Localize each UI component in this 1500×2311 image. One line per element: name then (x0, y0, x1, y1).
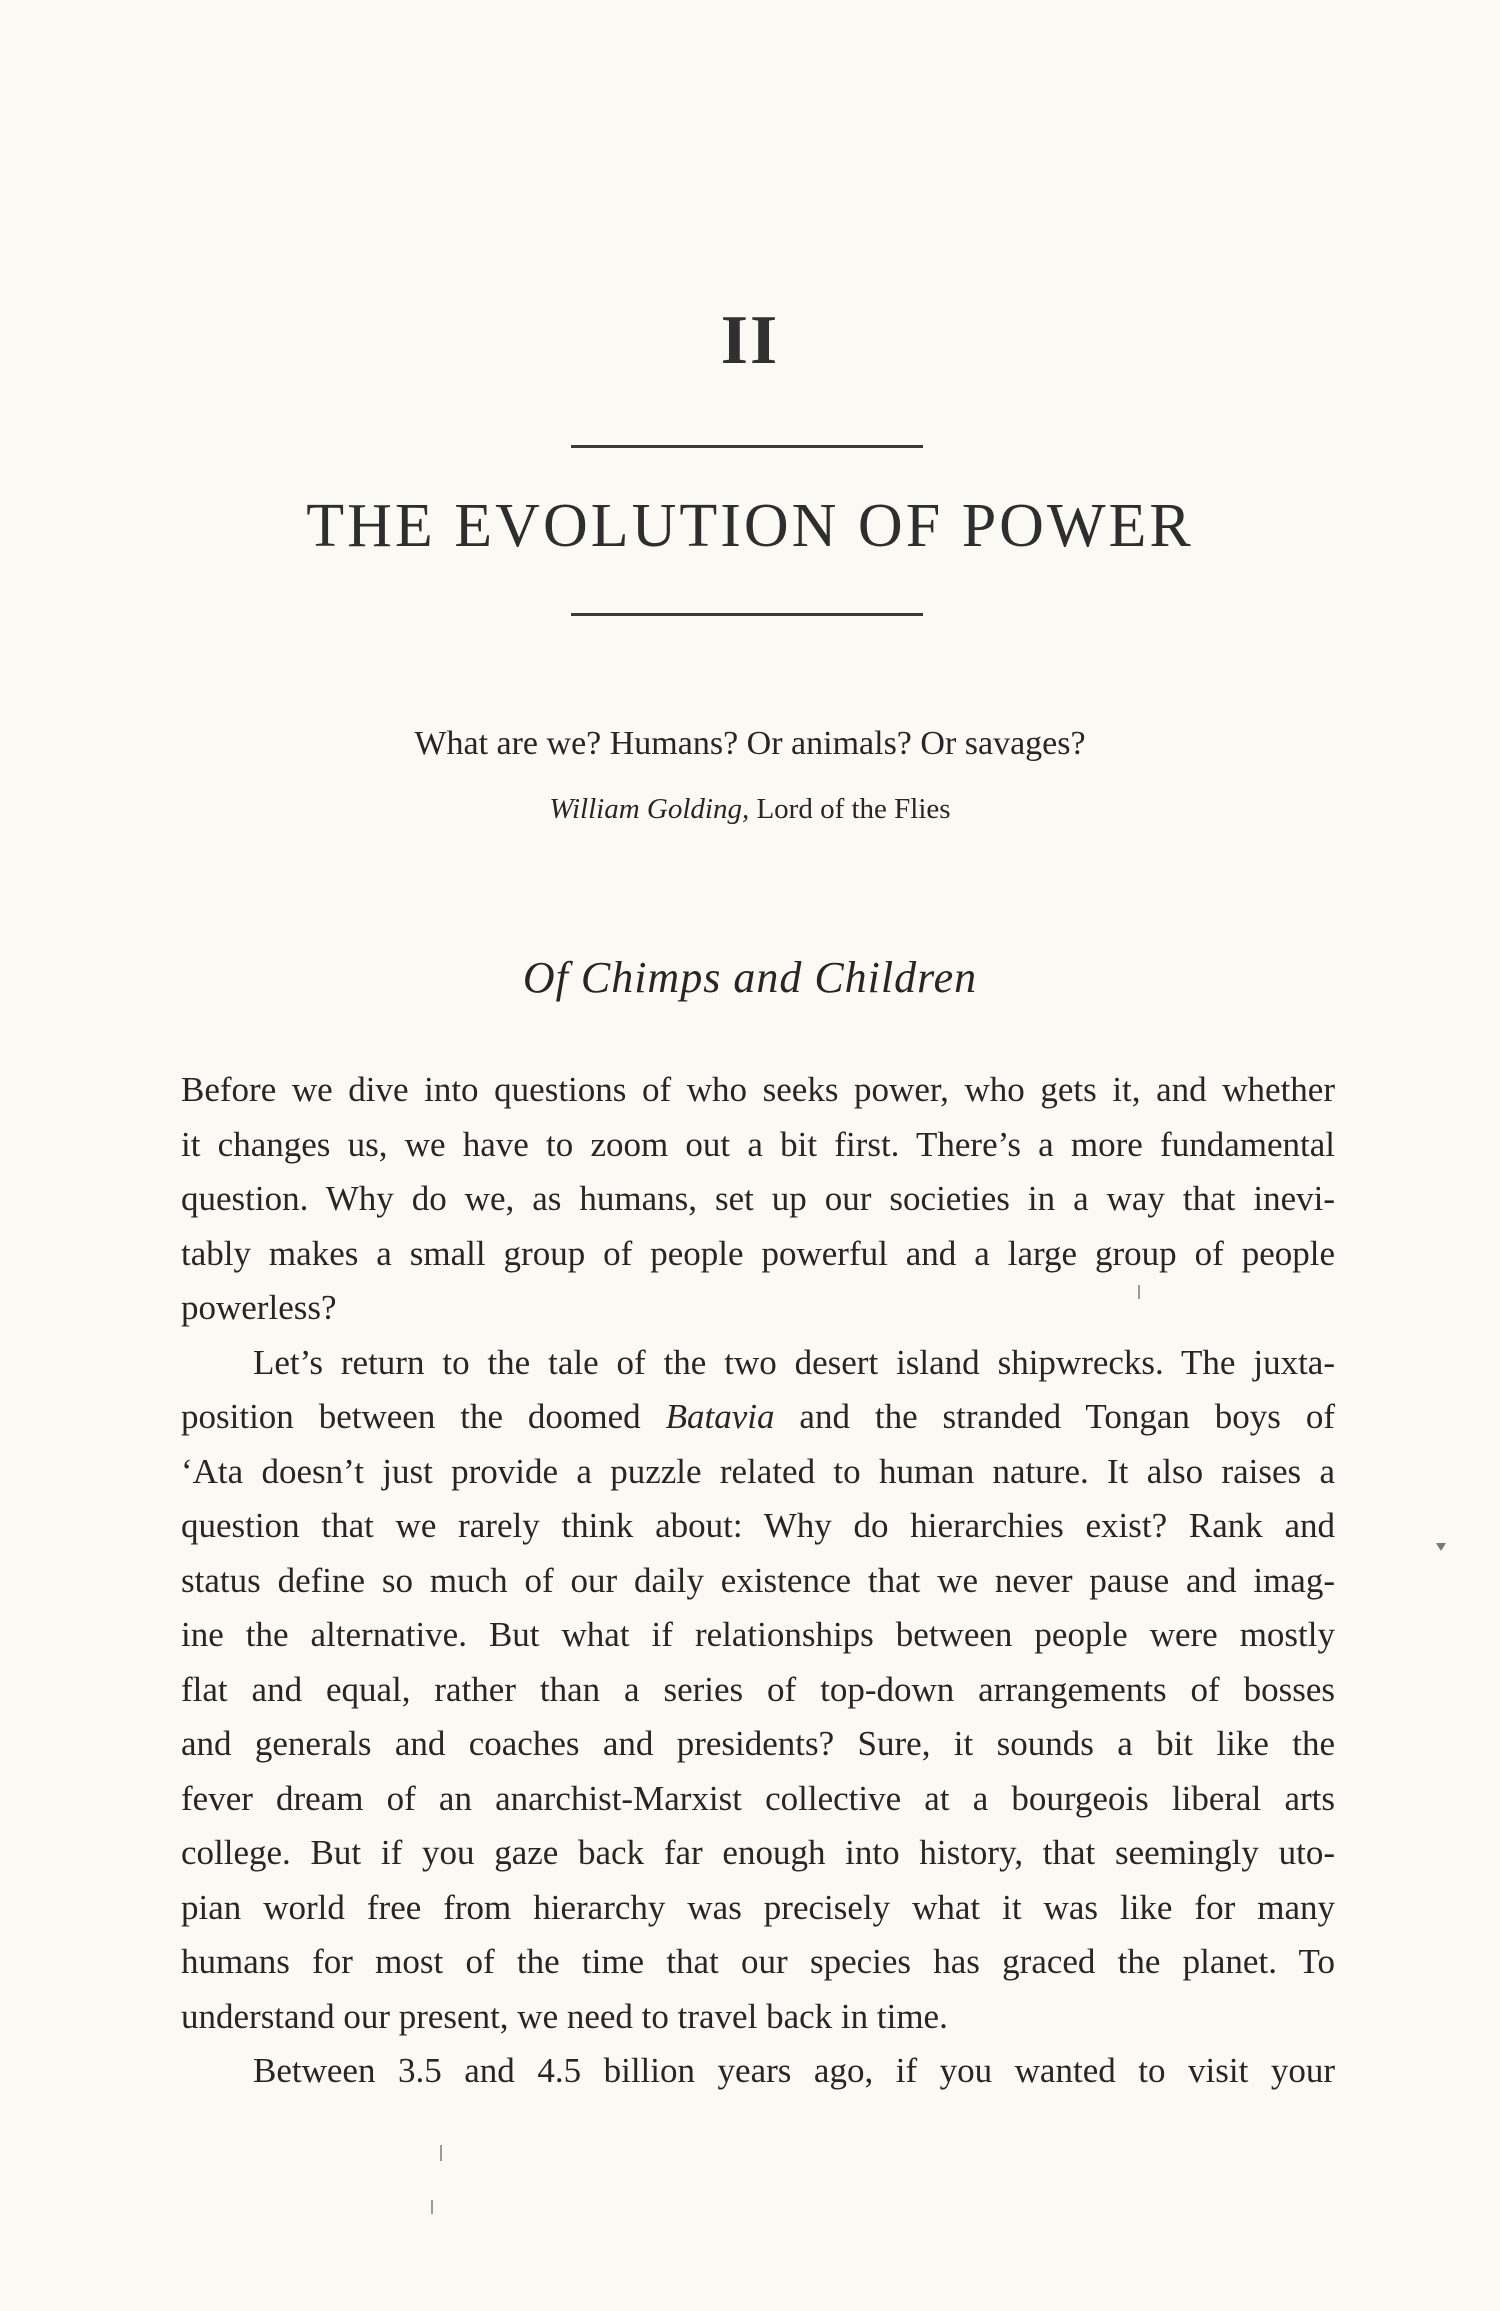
text-fragment: position between the doomed (181, 1397, 666, 1436)
text-line (181, 1390, 1335, 1445)
text-line: it changes us, we have to zoom out a bit first. There’s a more fundamental (181, 1124, 1335, 1164)
paragraph-2 (181, 1336, 1335, 2045)
title-rule-bottom (571, 613, 923, 616)
text-line: Let’s return to the tale of the two desert island shipwrecks. The juxta- (253, 1342, 1335, 1382)
text-line: question that we rarely think about: Why do hierarchies exist? Rank and (181, 1506, 1335, 1545)
epigraph-work: Lord of the Flies (756, 793, 951, 825)
text-line: question. Why do we, as humans, set up our societies in a way that inevi- (181, 1179, 1335, 1218)
text-line: tably makes a small group of people powerful and a large group of people (181, 1233, 1335, 1273)
text-line: understand our present, we need to travel back in time. (181, 1996, 948, 2036)
text-line: Between 3.5 and 4.5 billion years ago, if you wanted to visit your (253, 2051, 1335, 2090)
text-line: college. But if you gaze back far enough into history, that seemingly uto- (181, 1833, 1335, 1872)
body-text (181, 1063, 1335, 2099)
text-line: fever dream of an anarchist-Marxist collective at a bourgeois liberal arts (181, 1778, 1335, 1818)
text-line: humans for most of the time that our species has graced the planet. To (181, 1942, 1335, 1981)
title-rule-top (571, 445, 923, 448)
chapter-title: THE EVOLUTION OF POWER (306, 492, 1194, 560)
text-line: pian world free from hierarchy was precisely what it was like for many (181, 1887, 1335, 1927)
scan-speck (1138, 1285, 1140, 1299)
text-line: ‘Ata doesn’t just provide a puzzle related to human nature. It also raises a (181, 1451, 1335, 1491)
text-line: flat and equal, rather than a series of top-down arrangements of bosses (181, 1669, 1335, 1709)
chapter-number: II (720, 302, 780, 379)
paragraph-3 (181, 2044, 1335, 2099)
margin-mark-icon (1436, 1543, 1446, 1551)
epigraph-quote: What are we? Humans? Or animals? Or savages? (414, 725, 1086, 762)
paragraph-1 (181, 1063, 1335, 1336)
text-line: Before we dive into questions of who seeks power, who gets it, and whether (181, 1070, 1335, 1109)
text-fragment: and the stranded Tongan boys of (774, 1397, 1335, 1436)
scan-speck (440, 2145, 442, 2161)
text-line: powerless? (181, 1288, 337, 1327)
scan-speck (431, 2200, 433, 2214)
text-line: ine the alternative. But what if relationships between people were mostly (181, 1615, 1335, 1654)
epigraph-author: William Golding, (549, 793, 750, 825)
section-heading: Of Chimps and Children (522, 953, 978, 1002)
text-line: and generals and coaches and presidents? Sure, it sounds a bit like the (181, 1724, 1335, 1763)
ship-name: Batavia (665, 1397, 775, 1436)
text-line: status define so much of our daily existence that we never pause and imag- (181, 1560, 1335, 1600)
epigraph-attribution (0, 792, 1500, 827)
